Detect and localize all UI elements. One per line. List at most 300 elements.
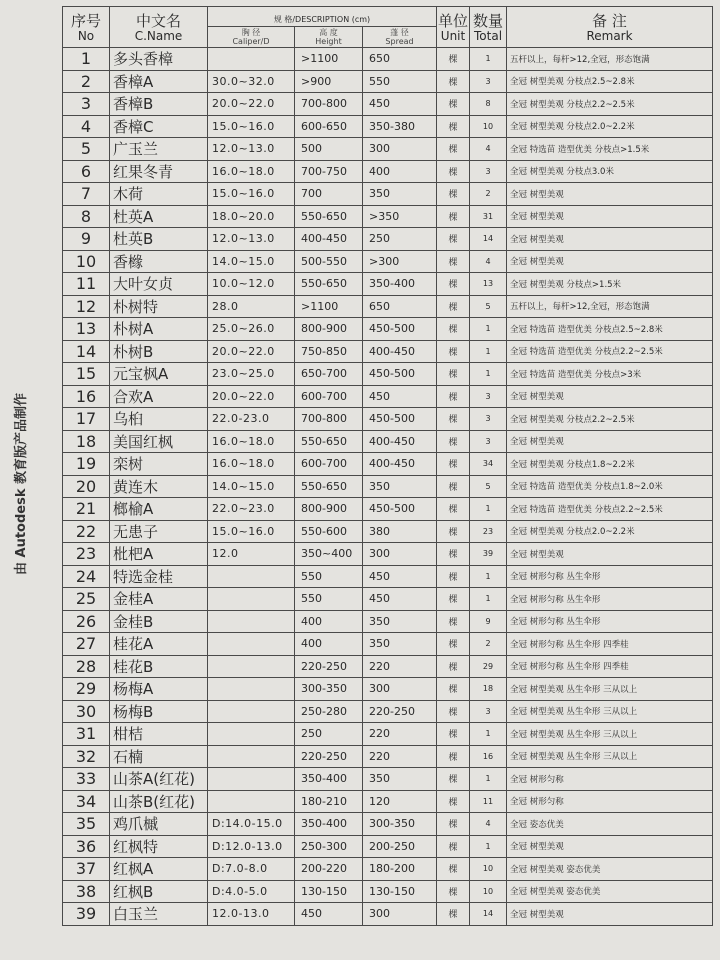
cell-total: 18 bbox=[470, 678, 507, 701]
header-spread-cn: 蓬 径 bbox=[390, 28, 409, 37]
cell-caliper bbox=[208, 48, 295, 71]
cell-no: 6 bbox=[63, 160, 110, 183]
cell-total: 2 bbox=[470, 633, 507, 656]
table-body bbox=[63, 48, 713, 926]
cell-name: 杜英A bbox=[110, 205, 208, 228]
cell-caliper: D:4.0-5.0 bbox=[208, 880, 295, 903]
cell-caliper: 20.0~22.0 bbox=[208, 340, 295, 363]
table-row bbox=[63, 543, 713, 566]
cell-unit: 棵 bbox=[437, 453, 470, 476]
cell-height: 550 bbox=[295, 588, 363, 611]
cell-remark: 五杆以上，每杆>12,全冠，形态饱满 bbox=[507, 48, 713, 71]
cell-height: 130-150 bbox=[295, 880, 363, 903]
cell-total: 10 bbox=[470, 880, 507, 903]
table-row bbox=[63, 408, 713, 431]
cell-spread: 350 bbox=[363, 183, 437, 206]
cell-no: 11 bbox=[63, 273, 110, 296]
cell-no: 8 bbox=[63, 205, 110, 228]
cell-caliper: 16.0~18.0 bbox=[208, 430, 295, 453]
cell-height: 220-250 bbox=[295, 655, 363, 678]
cell-unit: 棵 bbox=[437, 790, 470, 813]
cell-spread: 450 bbox=[363, 93, 437, 116]
cell-unit: 棵 bbox=[437, 565, 470, 588]
cell-unit: 棵 bbox=[437, 835, 470, 858]
cell-unit: 棵 bbox=[437, 430, 470, 453]
table-row bbox=[63, 700, 713, 723]
cell-spread: 250 bbox=[363, 228, 437, 251]
cell-caliper: 12.0~13.0 bbox=[208, 138, 295, 161]
cell-height: 550-600 bbox=[295, 520, 363, 543]
table-row bbox=[63, 678, 713, 701]
cell-no: 15 bbox=[63, 363, 110, 386]
cell-name: 朴树A bbox=[110, 318, 208, 341]
cell-spread: 350 bbox=[363, 475, 437, 498]
cell-unit: 棵 bbox=[437, 678, 470, 701]
cell-spread: 350 bbox=[363, 633, 437, 656]
cell-remark: 全冠 树形匀称 丛生伞形 四季桂 bbox=[507, 633, 713, 656]
cell-spread: 450 bbox=[363, 385, 437, 408]
cell-unit: 棵 bbox=[437, 138, 470, 161]
cell-unit: 棵 bbox=[437, 903, 470, 926]
cell-no: 36 bbox=[63, 835, 110, 858]
cell-caliper: 15.0~16.0 bbox=[208, 520, 295, 543]
cell-total: 4 bbox=[470, 813, 507, 836]
cell-remark: 全冠 树形匀称 丛生伞形 bbox=[507, 565, 713, 588]
cell-unit: 棵 bbox=[437, 498, 470, 521]
cell-spread: 300 bbox=[363, 903, 437, 926]
cell-caliper: 22.0~23.0 bbox=[208, 498, 295, 521]
cell-remark: 全冠 树型美观 bbox=[507, 205, 713, 228]
cell-unit: 棵 bbox=[437, 858, 470, 881]
cell-unit: 棵 bbox=[437, 543, 470, 566]
table-row bbox=[63, 813, 713, 836]
cell-total: 11 bbox=[470, 790, 507, 813]
header-name bbox=[110, 7, 208, 48]
table-row bbox=[63, 498, 713, 521]
header-name-en: C.Name bbox=[134, 29, 183, 43]
cell-total: 23 bbox=[470, 520, 507, 543]
cell-caliper bbox=[208, 610, 295, 633]
cell-name: 杜英B bbox=[110, 228, 208, 251]
cell-total: 4 bbox=[470, 250, 507, 273]
table-row bbox=[63, 295, 713, 318]
cell-unit: 棵 bbox=[437, 700, 470, 723]
cell-remark: 全冠 树型美观 bbox=[507, 228, 713, 251]
cell-no: 26 bbox=[63, 610, 110, 633]
cell-unit: 棵 bbox=[437, 93, 470, 116]
cell-height: 550-650 bbox=[295, 475, 363, 498]
cell-name: 广玉兰 bbox=[110, 138, 208, 161]
cell-height: >1100 bbox=[295, 295, 363, 318]
cell-no: 34 bbox=[63, 790, 110, 813]
cell-caliper: 14.0~15.0 bbox=[208, 475, 295, 498]
cell-height: 350-400 bbox=[295, 768, 363, 791]
header-remark bbox=[507, 7, 713, 48]
header-caliper-en: Caliper/D bbox=[232, 37, 270, 46]
cell-unit: 棵 bbox=[437, 205, 470, 228]
cell-caliper bbox=[208, 588, 295, 611]
cell-spread: 300 bbox=[363, 543, 437, 566]
header-total bbox=[470, 7, 507, 48]
header-unit bbox=[437, 7, 470, 48]
cell-height: 450 bbox=[295, 903, 363, 926]
cell-name: 鸡爪槭 bbox=[110, 813, 208, 836]
cell-height: 550-650 bbox=[295, 430, 363, 453]
cell-caliper bbox=[208, 723, 295, 746]
table-row bbox=[63, 385, 713, 408]
cell-total: 3 bbox=[470, 70, 507, 93]
cell-total: 3 bbox=[470, 385, 507, 408]
cell-spread: 450 bbox=[363, 588, 437, 611]
cell-no: 10 bbox=[63, 250, 110, 273]
cell-remark: 全冠 树型美观 丛生伞形 三从以上 bbox=[507, 700, 713, 723]
cell-caliper bbox=[208, 745, 295, 768]
header-no-en: No bbox=[77, 29, 95, 43]
cell-caliper: 16.0~18.0 bbox=[208, 453, 295, 476]
cell-height: 350-400 bbox=[295, 813, 363, 836]
cell-name: 元宝枫A bbox=[110, 363, 208, 386]
cell-name: 木荷 bbox=[110, 183, 208, 206]
plant-table bbox=[62, 6, 713, 926]
cell-unit: 棵 bbox=[437, 318, 470, 341]
cell-spread: 400 bbox=[363, 160, 437, 183]
cell-name: 金桂A bbox=[110, 588, 208, 611]
cell-name: 红枫B bbox=[110, 880, 208, 903]
header-no bbox=[63, 7, 110, 48]
cell-height: 500 bbox=[295, 138, 363, 161]
header-remark-en: Remark bbox=[586, 29, 633, 43]
table-row bbox=[63, 790, 713, 813]
cell-name: 桂花A bbox=[110, 633, 208, 656]
cell-no: 31 bbox=[63, 723, 110, 746]
cell-name: 柑桔 bbox=[110, 723, 208, 746]
header-no-cn: 序号 bbox=[70, 12, 101, 30]
cell-no: 37 bbox=[63, 858, 110, 881]
cell-name: 大叶女贞 bbox=[110, 273, 208, 296]
cell-caliper: 25.0~26.0 bbox=[208, 318, 295, 341]
header-unit-en: Unit bbox=[440, 29, 466, 43]
cell-remark: 全冠 树形匀称 丛生伞形 bbox=[507, 610, 713, 633]
cell-no: 35 bbox=[63, 813, 110, 836]
cell-spread: 220 bbox=[363, 723, 437, 746]
table-row bbox=[63, 835, 713, 858]
header-spec-label: 规 格/DESCRIPTION (cm) bbox=[273, 15, 371, 24]
cell-height: 250-300 bbox=[295, 835, 363, 858]
cell-height: 550-650 bbox=[295, 273, 363, 296]
table-row bbox=[63, 363, 713, 386]
cell-name: 乌桕 bbox=[110, 408, 208, 431]
cell-spread: 350-400 bbox=[363, 273, 437, 296]
table-row bbox=[63, 70, 713, 93]
cell-unit: 棵 bbox=[437, 273, 470, 296]
cell-no: 7 bbox=[63, 183, 110, 206]
table-row bbox=[63, 655, 713, 678]
header-caliper-cn: 胸 径 bbox=[241, 28, 261, 37]
cell-remark: 全冠 树型美观 分枝点>1.5米 bbox=[507, 273, 713, 296]
cell-name: 红枫特 bbox=[110, 835, 208, 858]
cell-name: 榔榆A bbox=[110, 498, 208, 521]
cell-caliper: D:7.0-8.0 bbox=[208, 858, 295, 881]
cell-caliper: 12.0 bbox=[208, 543, 295, 566]
cell-caliper: 22.0-23.0 bbox=[208, 408, 295, 431]
cell-unit: 棵 bbox=[437, 250, 470, 273]
cell-spread: 350 bbox=[363, 768, 437, 791]
cell-spread: 450-500 bbox=[363, 318, 437, 341]
table-row bbox=[63, 565, 713, 588]
cell-unit: 棵 bbox=[437, 588, 470, 611]
cell-caliper: D:14.0-15.0 bbox=[208, 813, 295, 836]
cell-total: 1 bbox=[470, 723, 507, 746]
cell-height: 700-750 bbox=[295, 160, 363, 183]
header-spread bbox=[363, 27, 437, 48]
cell-no: 38 bbox=[63, 880, 110, 903]
cell-spread: 220 bbox=[363, 745, 437, 768]
cell-height: 400 bbox=[295, 633, 363, 656]
cell-height: >1100 bbox=[295, 48, 363, 71]
cell-height: >900 bbox=[295, 70, 363, 93]
table-row bbox=[63, 768, 713, 791]
cell-no: 14 bbox=[63, 340, 110, 363]
cell-spread: 300-350 bbox=[363, 813, 437, 836]
cell-spread: 300 bbox=[363, 678, 437, 701]
cell-unit: 棵 bbox=[437, 340, 470, 363]
cell-total: 1 bbox=[470, 498, 507, 521]
cell-name: 金桂B bbox=[110, 610, 208, 633]
cell-unit: 棵 bbox=[437, 768, 470, 791]
cell-remark: 全冠 特选苗 造型优美 分枝点>1.5米 bbox=[507, 138, 713, 161]
cell-name: 香樟C bbox=[110, 115, 208, 138]
table-row bbox=[63, 858, 713, 881]
cell-spread: 380 bbox=[363, 520, 437, 543]
cell-no: 30 bbox=[63, 700, 110, 723]
cell-remark: 全冠 特选苗 造型优美 分枝点2.2~2.5米 bbox=[507, 498, 713, 521]
cell-name: 香樟B bbox=[110, 93, 208, 116]
cell-height: 550-650 bbox=[295, 205, 363, 228]
header-remark-cn: 备 注 bbox=[592, 12, 627, 30]
cell-remark: 全冠 树型美观 姿态优美 bbox=[507, 880, 713, 903]
cell-name: 朴树B bbox=[110, 340, 208, 363]
cell-remark: 全冠 树型美观 丛生伞形 三从以上 bbox=[507, 745, 713, 768]
cell-no: 2 bbox=[63, 70, 110, 93]
cell-height: 600-700 bbox=[295, 453, 363, 476]
cell-height: 750-850 bbox=[295, 340, 363, 363]
cell-remark: 全冠 树型美观 分枝点2.0~2.2米 bbox=[507, 115, 713, 138]
cell-total: 14 bbox=[470, 903, 507, 926]
header-name-cn: 中文名 bbox=[135, 12, 181, 30]
cell-unit: 棵 bbox=[437, 880, 470, 903]
cell-height: 700 bbox=[295, 183, 363, 206]
cell-height: 400-450 bbox=[295, 228, 363, 251]
cell-spread: 220 bbox=[363, 655, 437, 678]
cell-total: 3 bbox=[470, 160, 507, 183]
cell-caliper bbox=[208, 700, 295, 723]
cell-height: 250 bbox=[295, 723, 363, 746]
cell-remark: 全冠 树型美观 丛生伞形 三从以上 bbox=[507, 723, 713, 746]
header-total-cn: 数量 bbox=[473, 12, 504, 30]
cell-spread: >300 bbox=[363, 250, 437, 273]
cell-caliper bbox=[208, 655, 295, 678]
cell-caliper bbox=[208, 565, 295, 588]
cell-name: 多头香樟 bbox=[110, 48, 208, 71]
cell-remark: 全冠 树形匀称 bbox=[507, 790, 713, 813]
table-row bbox=[63, 93, 713, 116]
cell-total: 31 bbox=[470, 205, 507, 228]
cell-caliper: 15.0~16.0 bbox=[208, 183, 295, 206]
cell-total: 34 bbox=[470, 453, 507, 476]
cell-total: 1 bbox=[470, 768, 507, 791]
cell-height: 350~400 bbox=[295, 543, 363, 566]
cell-remark: 全冠 树形匀称 bbox=[507, 768, 713, 791]
cell-unit: 棵 bbox=[437, 723, 470, 746]
cell-spread: 450-500 bbox=[363, 408, 437, 431]
cell-unit: 棵 bbox=[437, 813, 470, 836]
cell-height: 200-220 bbox=[295, 858, 363, 881]
cell-spread: 400-450 bbox=[363, 430, 437, 453]
table-row bbox=[63, 588, 713, 611]
cell-total: 4 bbox=[470, 138, 507, 161]
table-row bbox=[63, 183, 713, 206]
cell-caliper: 14.0~15.0 bbox=[208, 250, 295, 273]
cell-no: 33 bbox=[63, 768, 110, 791]
cell-caliper: 15.0~16.0 bbox=[208, 115, 295, 138]
cell-spread: 350 bbox=[363, 610, 437, 633]
table-row bbox=[63, 610, 713, 633]
cell-name: 桂花B bbox=[110, 655, 208, 678]
cell-total: 16 bbox=[470, 745, 507, 768]
cell-name: 朴树特 bbox=[110, 295, 208, 318]
header-height-en: Height bbox=[315, 37, 342, 46]
cell-height: 600-650 bbox=[295, 115, 363, 138]
cell-total: 2 bbox=[470, 183, 507, 206]
cell-remark: 全冠 树型美观 分枝点2.2~2.5米 bbox=[507, 408, 713, 431]
header-spread-en: Spread bbox=[385, 37, 414, 46]
table-row bbox=[63, 138, 713, 161]
cell-unit: 棵 bbox=[437, 633, 470, 656]
cell-remark: 全冠 树型美观 bbox=[507, 903, 713, 926]
cell-caliper bbox=[208, 678, 295, 701]
cell-remark: 全冠 树型美观 bbox=[507, 835, 713, 858]
cell-remark: 全冠 树型美观 bbox=[507, 385, 713, 408]
cell-total: 1 bbox=[470, 835, 507, 858]
header-unit-cn: 单位 bbox=[438, 12, 469, 30]
cell-name: 香樟A bbox=[110, 70, 208, 93]
cell-unit: 棵 bbox=[437, 610, 470, 633]
cell-total: 8 bbox=[470, 93, 507, 116]
table-row bbox=[63, 205, 713, 228]
plant-list-sheet bbox=[62, 6, 712, 926]
cell-unit: 棵 bbox=[437, 70, 470, 93]
header-spec bbox=[208, 7, 437, 27]
cell-unit: 棵 bbox=[437, 385, 470, 408]
sidebar-watermark: 由 Autodesk 教育版产品制作 bbox=[14, 392, 29, 575]
cell-height: 500-550 bbox=[295, 250, 363, 273]
cell-no: 21 bbox=[63, 498, 110, 521]
cell-total: 1 bbox=[470, 588, 507, 611]
cell-spread: 300 bbox=[363, 138, 437, 161]
cell-spread: 450 bbox=[363, 565, 437, 588]
table-row bbox=[63, 160, 713, 183]
cell-caliper bbox=[208, 768, 295, 791]
table-row bbox=[63, 633, 713, 656]
cell-total: 5 bbox=[470, 475, 507, 498]
cell-spread: 180-200 bbox=[363, 858, 437, 881]
table-row bbox=[63, 520, 713, 543]
cell-remark: 全冠 特选苗 造型优美 分枝点2.5~2.8米 bbox=[507, 318, 713, 341]
cell-height: 600-700 bbox=[295, 385, 363, 408]
cell-remark: 五杆以上，每杆>12,全冠，形态饱满 bbox=[507, 295, 713, 318]
cell-spread: 350-380 bbox=[363, 115, 437, 138]
cell-remark: 全冠 特选苗 造型优美 分枝点2.2~2.5米 bbox=[507, 340, 713, 363]
cell-spread: 650 bbox=[363, 295, 437, 318]
cell-name: 无患子 bbox=[110, 520, 208, 543]
cell-name: 红枫A bbox=[110, 858, 208, 881]
cell-no: 20 bbox=[63, 475, 110, 498]
cell-caliper: 20.0~22.0 bbox=[208, 385, 295, 408]
cell-total: 10 bbox=[470, 115, 507, 138]
cell-remark: 全冠 树型美观 分枝点2.5~2.8米 bbox=[507, 70, 713, 93]
cell-spread: 220-250 bbox=[363, 700, 437, 723]
table-row bbox=[63, 723, 713, 746]
cell-total: 1 bbox=[470, 363, 507, 386]
cell-remark: 全冠 树型美观 分枝点1.8~2.2米 bbox=[507, 453, 713, 476]
cell-spread: 200-250 bbox=[363, 835, 437, 858]
cell-name: 黄连木 bbox=[110, 475, 208, 498]
cell-unit: 棵 bbox=[437, 408, 470, 431]
cell-no: 17 bbox=[63, 408, 110, 431]
cell-unit: 棵 bbox=[437, 655, 470, 678]
cell-remark: 全冠 树形匀称 丛生伞形 bbox=[507, 588, 713, 611]
table-row bbox=[63, 340, 713, 363]
cell-total: 1 bbox=[470, 340, 507, 363]
header-height-cn: 高 度 bbox=[319, 28, 338, 37]
cell-no: 18 bbox=[63, 430, 110, 453]
cell-no: 27 bbox=[63, 633, 110, 656]
cell-total: 3 bbox=[470, 700, 507, 723]
cell-remark: 全冠 树型美观 丛生伞形 三从以上 bbox=[507, 678, 713, 701]
header-caliper bbox=[208, 27, 295, 48]
cell-name: 枇杷A bbox=[110, 543, 208, 566]
cell-no: 24 bbox=[63, 565, 110, 588]
cell-spread: 450-500 bbox=[363, 498, 437, 521]
cell-total: 1 bbox=[470, 318, 507, 341]
cell-total: 3 bbox=[470, 408, 507, 431]
cell-caliper: 28.0 bbox=[208, 295, 295, 318]
cell-no: 28 bbox=[63, 655, 110, 678]
cell-caliper: 12.0~13.0 bbox=[208, 228, 295, 251]
cell-remark: 全冠 树型美观 bbox=[507, 183, 713, 206]
cell-remark: 全冠 树型美观 bbox=[507, 430, 713, 453]
cell-name: 栾树 bbox=[110, 453, 208, 476]
cell-caliper: 10.0~12.0 bbox=[208, 273, 295, 296]
cell-remark: 全冠 树型美观 姿态优美 bbox=[507, 858, 713, 881]
cell-remark: 全冠 特选苗 造型优美 分枝点>3米 bbox=[507, 363, 713, 386]
table-row bbox=[63, 453, 713, 476]
cell-total: 1 bbox=[470, 565, 507, 588]
cell-total: 14 bbox=[470, 228, 507, 251]
cell-name: 山茶B(红花) bbox=[110, 790, 208, 813]
cell-name: 美国红枫 bbox=[110, 430, 208, 453]
cell-height: 220-250 bbox=[295, 745, 363, 768]
cell-unit: 棵 bbox=[437, 160, 470, 183]
cell-remark: 全冠 树型美观 分枝点2.2~2.5米 bbox=[507, 93, 713, 116]
cell-name: 特选金桂 bbox=[110, 565, 208, 588]
cell-spread: 120 bbox=[363, 790, 437, 813]
cell-caliper: 18.0~20.0 bbox=[208, 205, 295, 228]
cell-name: 杨梅A bbox=[110, 678, 208, 701]
table-row bbox=[63, 475, 713, 498]
cell-name: 石楠 bbox=[110, 745, 208, 768]
cell-unit: 棵 bbox=[437, 48, 470, 71]
